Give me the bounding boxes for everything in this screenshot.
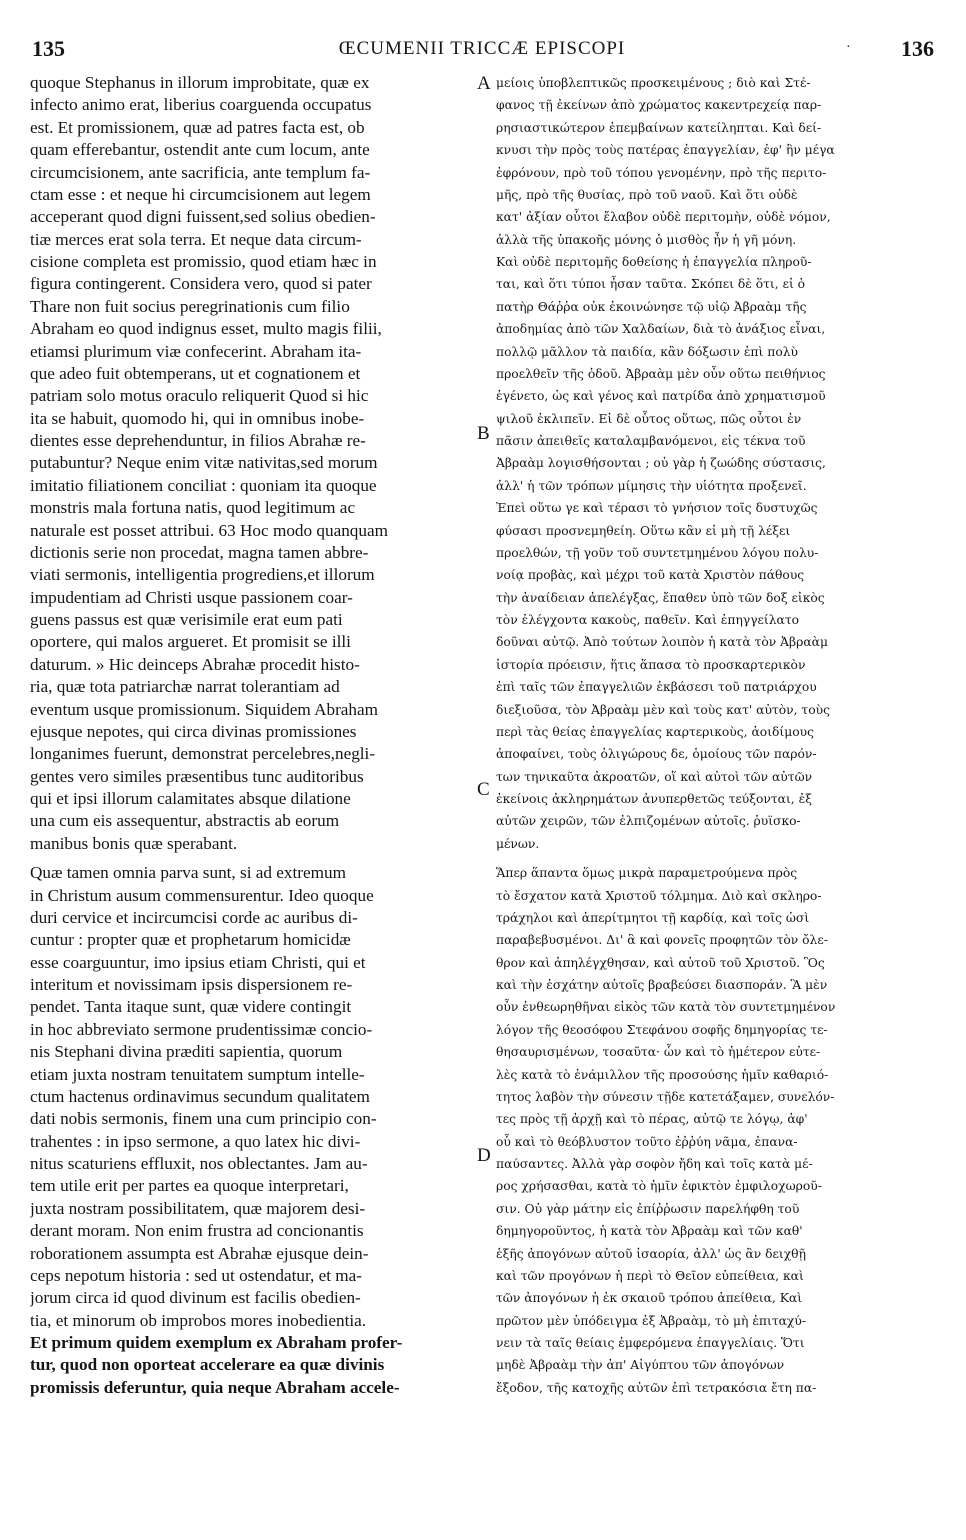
greek-text-line: ἀλλ' ἡ τῶν τρόπων μίμησις τὴν υἱότητα προξενεῖ.	[496, 478, 807, 493]
margin-letter-b: B	[477, 423, 490, 444]
latin-text-line: imitatio filiationem conciliat : quoniam ita quoque	[30, 475, 377, 495]
margin-letter-d: D	[477, 1145, 491, 1166]
latin-text-line: roborationem assumpta est Abrahæ ejusque dein-	[30, 1243, 369, 1263]
greek-text-line: δοῦναι αὐτῷ. Ἀπὸ τούτων λοιπὸν ἡ κατὰ τὸν Ἀβραὰμ	[496, 635, 828, 650]
greek-text-line: ἀλλὰ τῆς ὑπακοῆς μόνης ὁ μισθὸς ἦν ἡ γῆ μόνη.	[496, 232, 797, 247]
greek-text-line: νοίᾳ προβὰς, καὶ μέχρι τοῦ κατὰ Χριστὸν πάθους	[496, 568, 805, 583]
greek-text-line: προελθεῖν τῆς ὁδοῦ. Ἀβραὰμ μὲν οὖν οὕτω πειθήνιος	[496, 366, 826, 381]
greek-text-line: πατὴρ Θάῤῥα οὐκ ἐκοινώνησε τῷ υἱῷ Ἀβραὰμ τῆς	[496, 299, 807, 314]
latin-text-line: etiamsi plurimum viæ confecerint. Abraham ita-	[30, 341, 362, 361]
greek-text-line: ἱστορία πρόεισιν, ἥτις ἅπασα τὸ προσκαρτερικὸν	[496, 657, 806, 672]
greek-text-line: τὸν ἐλέγχοντα κακοὺς, παθεῖν. Καὶ ἐπηγγείλατο	[496, 613, 800, 627]
greek-text-line: ρος χρήσασθαι, κατὰ τὸ ἡμῖν ἐφικτὸν ἐμφιλοχωροῦ-	[496, 1179, 822, 1194]
latin-text-line: est. Et promissionem, quæ ad patres facta est, ob	[30, 117, 365, 137]
greek-text-line: οὖν ἐνθεωρηθῆναι εἰκὸς τῶν κατὰ τὸν συντετμημένον	[496, 1000, 836, 1015]
latin-text-line: acceperant quod digni fuissent,sed solius obedien-	[30, 207, 376, 227]
greek-text-line: φύσασι προσνεμηθείη. Οὕτω κἂν εἰ μὴ τῇ λέξει	[496, 523, 791, 538]
greek-text-line: τητος λαβὸν τὴν σύνεσιν τῇδε κατετάξαμεν, συνελόν-	[496, 1089, 835, 1104]
latin-text-line: que adeo fuit obtemperans, ut et cognationem et	[30, 363, 361, 383]
latin-text-line: cuntur : propter quæ et prophetarum homicidæ	[30, 930, 351, 950]
greek-text-line: ἑξῆς ἀπογόνων αὐτοῦ ἱσαορία, ἀλλ' ὡς ἂν δειχθῇ	[496, 1246, 806, 1261]
margin-letter-c: C	[477, 779, 490, 800]
latin-text-line: ceps nepotum historia : sed ut ostendatur, et ma-	[30, 1265, 363, 1285]
greek-text-line: ἐφρόνουν, πρὸ τοῦ τόπου γενομένην, πρὸ τῆς περιτο-	[496, 165, 827, 180]
greek-paragraph-1	[496, 72, 932, 855]
latin-paragraph-2	[30, 862, 474, 1399]
greek-text-line: αὐτῶν χειρῶν, τῶν ἐλπιζομένων αὐτοῖς. ῥυϊσκο-	[496, 814, 801, 829]
latin-text-line: oportere, qui malos argueret. Et promisit se illi	[30, 632, 351, 652]
greek-text-line: δημηγοροῦντος, ἡ κατὰ τὸν Ἀβραὰμ καὶ τῶν καθ'	[496, 1224, 803, 1239]
latin-text-line: tur, quod non oporteat accelerare ea quæ divinis	[30, 1355, 385, 1375]
latin-text-line: impudentiam ad Christi usque passionem coar-	[30, 587, 353, 607]
latin-text-line: ria, quæ tota patriarchæ narrat tolerantiam ad	[30, 677, 340, 697]
greek-text-line: θησαυρισμένων, τοσαῦτα· ὧν καὶ τὸ ἡμέτερον εὐτε-	[496, 1045, 821, 1060]
latin-text-line: interitum et novissimam ipsis dispersionem re-	[30, 975, 353, 994]
greek-text-line: ἐγένετο, ὡς καὶ γένος καὶ πατρίδα ἀπὸ χρηματισμοῦ	[496, 389, 826, 404]
latin-text-line: ejusque nepotes, qui circa divinas promissiones	[30, 721, 357, 741]
latin-text-line: viati sermonis, intelligentia progrediens,et illorum	[30, 565, 375, 585]
greek-text-line: ψιλοῦ ἐκλιπεῖν. Εἰ δὲ οὗτος οὕτως, πῶς οὗτοι ἐν	[496, 411, 802, 426]
greek-text-line: των τηνικαῦτα ἀκροατῶν, οἵ καὶ αὐτοὶ τῶν αὐτῶν	[496, 769, 813, 784]
greek-text-line: μῆς, πρὸ τῆς θυσίας, πρὸ τοῦ ναοῦ. Καὶ ὅτι οὐδὲ	[496, 187, 798, 202]
page-header	[30, 36, 934, 66]
greek-text-line: Ἅπερ ἅπαντα ὅμως μικρὰ παραμετρούμενα πρὸς	[496, 866, 798, 881]
latin-text-line: gentes vero similes præsentibus tunc auditoribus	[30, 766, 364, 786]
greek-text-line: πολλῷ μᾶλλον τὰ παιδία, κἂν δόξωσιν ἐπὶ πολὺ	[496, 344, 798, 359]
greek-text-line: μένων.	[496, 836, 540, 851]
greek-text-line: τὴν ἀναίδειαν ἀπελέγξας, ἔπαθεν ὑπὸ τῶν δοξ εἰκὸς	[496, 590, 825, 605]
greek-text-line: λόγον τῆς θεοσόφου Στεφάνου σοφῆς δημηγορίας τε-	[496, 1022, 828, 1037]
latin-text-line: figura contingerent. Considera vero, quod si pater	[30, 274, 372, 294]
greek-text-line: καὶ τὴν ἐσχάτην αὐτοῖς βραβεύσει διασποράν. Ἃ μὲν	[496, 978, 828, 992]
greek-text-line: ρησιαστικώτερον ἐπεμβαίνων κατείληπται. Καὶ δεί-	[496, 120, 822, 135]
greek-paragraph-2	[496, 862, 932, 1399]
latin-column	[30, 72, 474, 1399]
latin-text-line: jorum circa id quod divinum est facilis obedien-	[30, 1288, 361, 1308]
latin-text-line: nis Stephani divina præditi sapientia, quorum	[30, 1042, 343, 1062]
latin-text-line: circumcisionem, ante sacrificia, ante templum fa-	[30, 162, 371, 182]
greek-text-line: περὶ τὰς θείας ἐπαγγελίας καρτερικοὺς, ἀοιδίμους	[496, 724, 815, 739]
latin-text-line: tiæ merces erat sola terra. Et neque data circum-	[30, 229, 362, 249]
latin-text-line: esse coarguuntur, imo ipsius etiam Christi, qui et	[30, 952, 366, 972]
latin-text-line: qui et ipsi illorum calamitates absque dilatione	[30, 789, 351, 808]
paragraph-gap	[30, 855, 474, 862]
greek-text-line: φανος τῇ ἐκείνων ἀπὸ χρώματος κακεντρεχείᾳ παρ-	[496, 98, 822, 113]
latin-text-line: ctam esse : et neque hi circumcisionem aut legem	[30, 184, 371, 204]
latin-text-line: monstris mala fortuna natis, quod legitimum ac	[30, 498, 356, 518]
greek-text-line: λὲς κατὰ τὸ ἐνάμιλλον τῆς προσούσης ἡμῖν καθαριό-	[496, 1067, 829, 1082]
latin-text-line: quam efferebantur, ostendit ante cum locum, ante	[30, 140, 370, 160]
greek-text-line: Καὶ οὐδὲ περιτομῆς δοθείσης ἡ ἐπαγγελία πληροῦ-	[496, 255, 812, 269]
greek-text-line: μείοις ὑποβλεπτικῶς προσκειμένους ; διὸ καὶ Στέ-	[496, 76, 811, 90]
latin-text-line: naturale est posset attribui. 63 Hoc modo quanquam	[30, 520, 388, 540]
greek-text-line: τες πρὸς τῇ ἀρχῇ καὶ τὸ πέρας, αὐτῷ τε λόγῳ, ἀφ'	[496, 1112, 808, 1127]
latin-text-line: una cum eis assequentur, abstractis ab eorum	[30, 811, 340, 831]
latin-text-line: tem utile erit per partes ea quoque interpretari,	[30, 1176, 349, 1196]
latin-text-line: dati nobis sermonis, finem una cum principio con-	[30, 1109, 377, 1129]
greek-text-line: τῶν ἀπογόνων ἡ ἐκ σκαιοῦ τρόπου ἀπείθεια, Καὶ	[496, 1291, 803, 1306]
page-number-right: 136	[901, 36, 934, 61]
latin-text-line: derant moram. Non enim frustra ad concionantis	[30, 1221, 364, 1241]
greek-text-line: παύσαντες. Ἀλλὰ γὰρ σοφὸν ἤδη καὶ τοῖς κατὰ μέ-	[496, 1157, 813, 1171]
latin-text-line: pendet. Tanta itaque sunt, quæ videre contingit	[30, 997, 352, 1017]
latin-text-line: infecto animo erat, liberius coarguenda occupatus	[30, 95, 372, 115]
latin-text-line: dictionis serie non procedat, magna tamen abbre-	[30, 542, 369, 562]
latin-text-line: Abraham eo quod indignus esset, multo magis filii,	[30, 319, 382, 339]
greek-text-line: ἀποφαίνει, τοὺς ὀλιγώρους δε, ὁμοίους τῶν παρόν-	[496, 747, 817, 762]
latin-text-line: duri cervice et incircumcisi corde ac auribus di-	[30, 907, 358, 927]
latin-text-line: promissis deferuntur, quia neque Abraham accele-	[30, 1377, 400, 1397]
latin-text-line: tia, et minorum ob improbos mores inobedientia.	[30, 1310, 367, 1330]
greek-text-line: οὗ καὶ τὸ θεόβλυστον τοῦτο ἐῤῥύη νᾶμα, ἐπανα-	[496, 1134, 798, 1149]
latin-text-line: trahentes : in ipso sermone, a quo latex hic divi-	[30, 1131, 361, 1151]
latin-text-line: Et primum quidem exemplum ex Abraham profer-	[30, 1333, 403, 1352]
greek-text-line: ἀποδημίας ἀπὸ τῶν Χαλδαίων, διὰ τὸ ἀνάξιος εἶναι,	[496, 322, 826, 337]
latin-text-line: Quæ tamen omnia parva sunt, si ad extremum	[30, 863, 346, 883]
running-title: ŒCUMENII TRICCÆ EPISCOPI	[338, 38, 626, 59]
greek-text-line: μηδὲ Ἀβραὰμ τὴν ἀπ' Αἰγύπτου τῶν ἀπογόνων	[496, 1358, 785, 1373]
latin-text-line: cisione completa est promissio, quod etiam hæc in	[30, 252, 377, 271]
latin-text-line: eventum usque promissionum. Siquidem Abraham	[30, 699, 379, 719]
greek-text-line: κατ' ἀξίαν οὗτοι ἔλαβον οὐδὲ περιτομὴν, οὐδὲ νόμον,	[496, 210, 831, 225]
latin-text-line: patriam solo motus oraculo reliquerit Quod si hic	[30, 386, 369, 406]
greek-text-line: ἔξοδον, τῆς κατοχῆς αὐτῶν ἐπὶ τετρακόσια ἔτη πα-	[496, 1380, 817, 1395]
latin-text-line: nitus scaturiens effluxit, nos oblectantes. Jam au-	[30, 1154, 368, 1173]
greek-text-line: ἐκείνοις ἀκληρημάτων ἀνυπερθετῶς τεύξονται, ἐξ	[496, 792, 812, 806]
greek-text-line: σιν. Οὐ γὰρ μάτην εἰς ἐπίῤῥωσιν παρελήφθη τοῦ	[496, 1201, 800, 1216]
latin-text-line: dientes esse deprehenduntur, in filios Abrahæ re-	[30, 431, 366, 450]
latin-text-line: daturum. » Hic deinceps Abrahæ procedit histo-	[30, 654, 360, 674]
latin-text-line: ita se habuit, quomodo hi, qui in omnibus inobe-	[30, 408, 365, 428]
latin-text-line: manibus bonis quæ sperabant.	[30, 833, 238, 853]
greek-text-line: τὸ ἔσχατον κατὰ Χριστοῦ τόλμημα. Διὸ καὶ σκληρο-	[496, 888, 822, 903]
greek-text-line: Ἀβραὰμ λογισθήσονται ; οὐ γὰρ ἡ ζωώδης σύστασις,	[496, 456, 826, 471]
greek-text-line: προελθών, τῇ γοῦν τοῦ συντετμημένου λόγου πολυ-	[496, 545, 819, 560]
greek-text-line: τράχηλοι καὶ ἀπερίτμητοι τῇ καρδίᾳ, καὶ τοῖς ὠσὶ	[496, 910, 810, 925]
header-mark: ·	[846, 40, 851, 55]
margin-letter-a: A	[477, 73, 491, 94]
latin-text-line: longanimes fuerunt, demonstrat percelebres,negli-	[30, 744, 376, 764]
greek-text-line: πρῶτον μὲν ὑπόδειγμα ἐξ Ἀβραὰμ, τὸ μὴ ἐπιταχύ-	[496, 1313, 807, 1328]
latin-text-line: juxta nostram possibilitatem, quæ majorem desi-	[30, 1198, 366, 1218]
page-number-left: 135	[32, 36, 65, 61]
latin-text-line: guens passus est quæ verisimile erat eum pati	[30, 610, 343, 629]
greek-text-line: διεξιοῦσα, τὸν Ἀβραὰμ μὲν καὶ τοὺς κατ' αὐτὸν, τοὺς	[496, 702, 831, 717]
latin-text-line: Thare non fuit socius peregrinationis cum filio	[30, 296, 350, 316]
greek-text-line: παραβεβυσμένοι. Δι' ἃ καὶ φονεῖς προφητῶν τὸν ὄλε-	[496, 933, 828, 948]
greek-text-line: κνυσι τὴν πρὸς τοὺς πατέρας ἐπαγγελίαν, ἐφ' ἣν μέγα	[496, 143, 835, 158]
greek-text-line: Ἐπεὶ οὕτω γε καὶ τέρασι τὸ γνήσιον τοῖς δυστυχῶς	[496, 501, 818, 516]
greek-text-line: ἐπὶ ταῖς τῶν ἐπαγγελιῶν ἐκβάσεσι τοῦ πατριάρχου	[496, 680, 817, 695]
latin-text-line: in Christum ausum commensurentur. Ideo quoque	[30, 885, 374, 905]
greek-text-line: πᾶσιν ἀπειθεῖς καταλαμβανόμενοι, εἰς τέκνα τοῦ	[496, 434, 806, 448]
latin-text-line: quoque Stephanus in illorum improbitate, quæ ex	[30, 73, 370, 92]
latin-text-line: putabuntur? Neque enim vitæ nativitas,sed morum	[30, 453, 378, 473]
latin-text-line: in hoc abbreviato sermone prudentissimæ concio-	[30, 1019, 373, 1039]
greek-column	[496, 72, 932, 1399]
paragraph-gap	[496, 855, 932, 862]
greek-text-line: θρον καὶ ἀπηλέγχθησαν, καὶ αὐτοῦ τοῦ Χριστοῦ. Ὃς	[496, 955, 825, 970]
latin-text-line: ctum hactenus ordinavimus secundum qualitatem	[30, 1086, 370, 1106]
latin-paragraph-1	[30, 72, 474, 855]
greek-text-line: καὶ τῶν προγόνων ἡ περὶ τὸ Θεῖον εὐπείθεια, καὶ	[496, 1268, 804, 1283]
greek-text-line: νειν τὰ ταῖς θείαις ἐμφερόμενα ἐπαγγελίαις. Ὅτι	[496, 1336, 805, 1350]
greek-text-line: ται, καὶ ὅτι τύποι ἦσαν ταῦτα. Σκόπει δὲ ὅτι, εἰ ὁ	[496, 277, 806, 292]
latin-text-line: etiam juxta nostram tenuitatem sumptum intelle-	[30, 1064, 365, 1084]
